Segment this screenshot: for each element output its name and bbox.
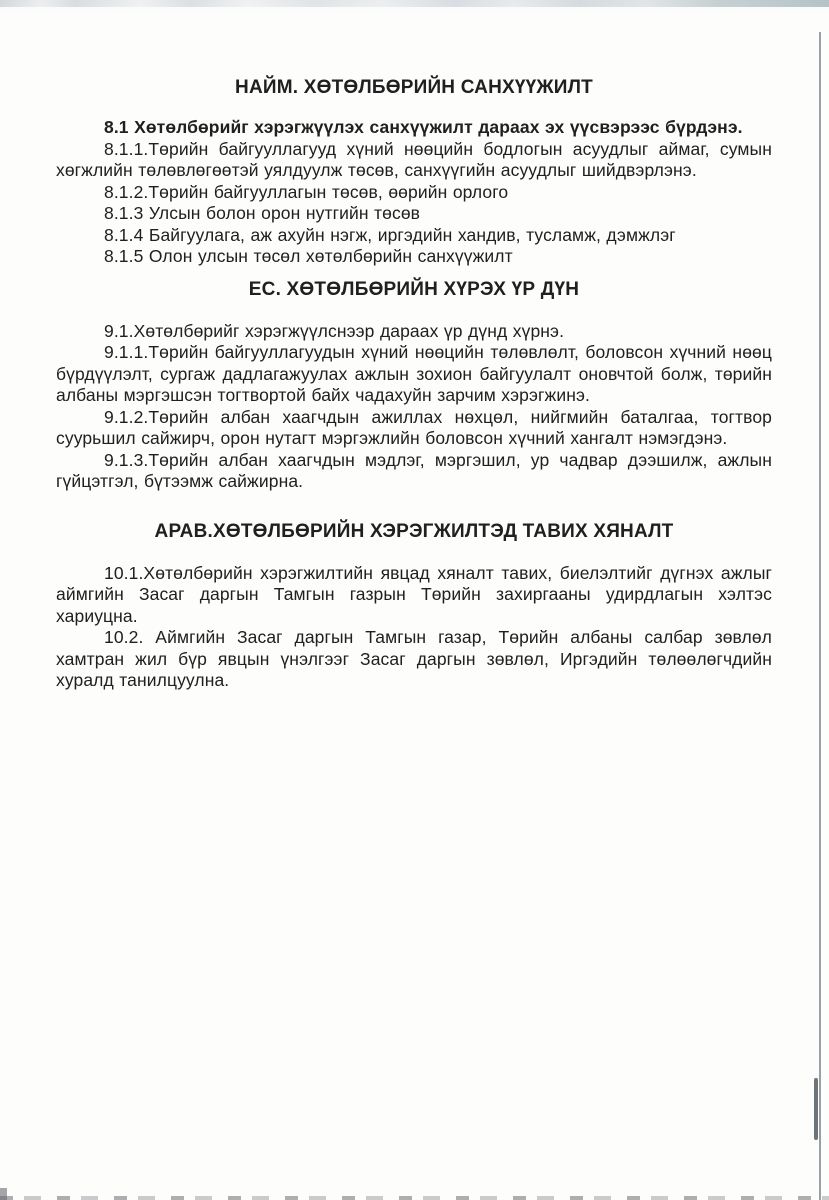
section-program-financing bbox=[56, 76, 772, 268]
section-heading-oversight: АРАВ.ХӨТӨЛБӨРИЙН ХЭРЭГЖИЛТЭД ТАВИХ ХЯНАЛТ bbox=[154, 520, 674, 542]
section-heading-financing: НАЙМ. ХӨТӨЛБӨРИЙН САНХҮҮЖИЛТ bbox=[235, 77, 593, 98]
paragraph-8-1-5: 8.1.5 Олон улсын төсөл хөтөлбөрийн санхүүжилт bbox=[104, 246, 513, 266]
document-content bbox=[56, 76, 772, 692]
section-program-results bbox=[56, 278, 772, 493]
paragraph-9-1: 9.1.Хөтөлбөрийг хэрэгжүүлснээр дараах үр дүнд хүрнэ. bbox=[104, 320, 565, 341]
scan-artifact-bottom-edge bbox=[0, 1196, 829, 1200]
paragraph-8-1-1: 8.1.1.Төрийн байгууллагууд хүний нөөцийн бодлогын асуудлыг аймаг, сумын хөгжлийн төлөвлөгөөтэй уялдуулж төсөв, санхүүгийн асуудлыг шийдвэрлэнэ. bbox=[56, 138, 772, 180]
paragraph-8-1-4: 8.1.4 Байгуулага, аж ахуйн нэгж, иргэдийн хандив, тусламж, дэмжлэг bbox=[104, 224, 676, 245]
paragraph-9-1-2: 9.1.2.Төрийн албан хаагчдын ажиллах нөхцөл, нийгмийн баталгаа, тогтвор суурьшил сайжирч, орон нутагт мэргэжлийн боловсон хүчний хангалт нэмэгдэнэ. bbox=[56, 406, 772, 448]
scan-artifact-top-edge bbox=[0, 0, 829, 7]
section-heading-results: ЕС. ХӨТӨЛБӨРИЙН ХҮРЭХ ҮР ДҮН bbox=[248, 278, 580, 300]
paragraph-10-1: 10.1.Хөтөлбөрийн хэрэгжилтийн явцад хяналт тавих, биелэлтийг дүгнэх ажлыг аймгийн Засаг даргын Тамгын газрын Төрийн захиргааны удирдлагын хэлтэс хариуцна. bbox=[56, 562, 772, 626]
section-implementation-oversight bbox=[56, 520, 772, 692]
scan-artifact-right-line bbox=[819, 32, 821, 1200]
paragraph-9-1-1: 9.1.1.Төрийн байгууллагуудын хүний нөөцийн төлөвлөлт, боловсон хүчний нөөц бүрдүүлэлт, сургаж дадлагажуулах ажлын зохион байгуулалт оновчтой болж, төрийн албаны мэргэшсэн тогтвортой байх чадахуйн зарчим хэрэгжинэ. bbox=[56, 342, 772, 405]
paragraph-8-1: 8.1 Хөтөлбөрийг хэрэгжүүлэх санхүүжилт дараах эх үүсвэрээс бүрдэнэ. bbox=[104, 117, 743, 137]
paragraph-8-1-2: 8.1.2.Төрийн байгууллагын төсөв, өөрийн орлого bbox=[104, 181, 509, 202]
paragraph-9-1-3: 9.1.3.Төрийн албан хаагчдын мэдлэг, мэргэшил, ур чадвар дээшилж, ажлын гүйцэтгэл, бүтээмж сайжирна. bbox=[56, 449, 772, 491]
paragraph-10-2: 10.2. Аймгийн Засаг даргын Тамгын газар, Төрийн албаны салбар зөвлөл хамтран жил бүр явцын үнэлгээг Засаг даргын зөвлөл, Иргэдийн төлөөлөгчдийн хуралд танилцуулна. bbox=[56, 627, 772, 690]
paragraph-8-1-3: 8.1.3 Улсын болон орон нутгийн төсөв bbox=[104, 203, 421, 223]
scan-artifact-right-mark bbox=[814, 1078, 818, 1140]
